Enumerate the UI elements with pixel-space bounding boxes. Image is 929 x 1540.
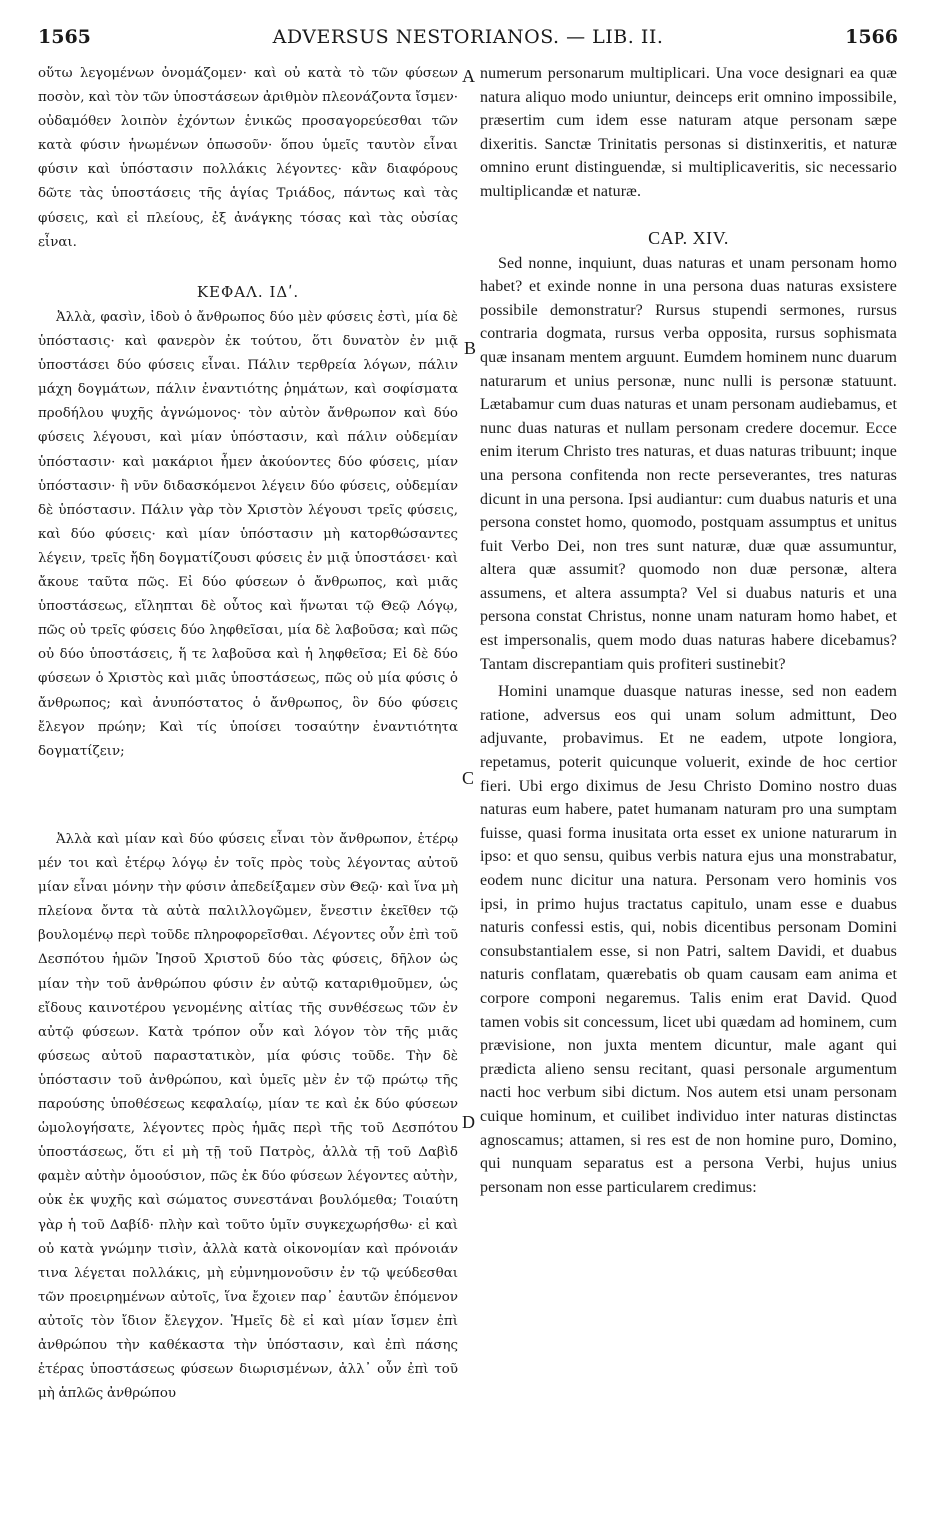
greek-paragraph-1: οὕτω λεγομένων ὀνομάζομεν· καὶ οὐ κατὰ τὸ τῶν φύσεων ποσὸν, καὶ τὸν τῶν ὑποστάσεων ἀριθμὸν πλεονάζοντα ἴσμεν· οὐδαμόθεν λοιπὸν ἐχόντων ἑνικῶς προσαγορεύεσθαι τῶν κατὰ φύσιν ἡνωμένων ὁπωσοῦν· ὅπου ὑμεῖς ταυτὸν εἶναι φύσιν καὶ ὑπόστασιν πολλάκις λέγοντες· κἂν διαφόρους δῶτε τὰς ὑποστάσεις τῆς ἁγίας Τριάδος, πάντως καὶ τὰς φύσεις, καὶ εἰ πλείους, ἐξ ἀνάγκης τόσας καὶ τὰς οὐσίας εἶναι. — [38, 66, 458, 250]
margin-marker-a: A — [462, 66, 475, 86]
margin-marker-b: B — [464, 338, 477, 358]
latin-column — [480, 62, 897, 1199]
latin-paragraph-1: numerum personarum multiplicari. Una voce designari ea quæ natura aliquo modo uniuntur, deinceps erit omnino impossibile, præsertim cum idem esse naturam atque personam sæpe dixeritis. Sanctæ Trinitatis personas si distinxeritis, et naturæ omnino erunt distinguendæ, si multiplicaveritis, sic necessario multiplicandæ et naturæ. — [480, 65, 897, 200]
page-header — [38, 26, 898, 56]
margin-marker-c: C — [462, 768, 475, 788]
greek-paragraph-3: Ἀλλὰ καὶ μίαν καὶ δύο φύσεις εἶναι τὸν ἄνθρωπον, ἑτέρῳ μέν τοι καὶ ἑτέρῳ λόγῳ ἐν τοῖς πρὸς τοὺς λέγοντας αὐτοῦ μίαν εἶναι μόνην τὴν φύσιν ἀπεδείξαμεν σὺν Θεῷ· καὶ ἵνα μὴ πλείονα ὄντα τὰ αὐτὰ παλιλλογῶμεν, ἔνεστιν ἐκεῖθεν τῷ βουλομένῳ περὶ τοῦδε πληροφορεῖσθαι. Λέγοντες οὖν ἐπὶ τοῦ Δεσπότου ἡμῶν Ἰησοῦ Χριστοῦ δύο τὰς φύσεις, δῆλον ὡς μίαν τὴν τοῦ ἀνθρώπου φύσιν ἐν αὐτῷ καταριθμοῦμεν, ὡς εἴδους καινοτέρου γενομένης αἰτίας τῆς συνθέσεως τῶν ἐν αὐτῷ φύσεων. Κατὰ τρόπον οὖν καὶ λόγον τὸν τῆς μιᾶς φύσεως αὐτοῦ παραστατικὸν, μία φύσις τοῦδε. Τὴν δὲ ὑπόστασιν τοῦ ἀνθρώπου, καὶ ὑμεῖς μὲν ἐν τῷ πρώτῳ τῆς παρούσης ὑποθέσεως κεφαλαίῳ, μίαν τε καὶ ἐκ δύο φύσεων ὡμολογήσατε, λέγοντες πρὸς ἡμᾶς περὶ τῆς τοῦ Δεσπότου ὑποστάσεως, ὅτι εἰ μὴ τῇ τοῦ Πατρὸς, ἀλλὰ τῇ τοῦ Δαβὶδ φαμὲν αὐτὴν ὁμοούσιον, πῶς ἐκ δύο φύσεων λέγοντες αὐτὴν, οὐκ ἐκ ψυχῆς καὶ σώματος συνεστάναι βουλόμεθα; Τοιαύτη γὰρ ἡ τοῦ Δαβίδ· πλὴν καὶ τοῦτο ὑμῖν συγκεχωρήσθω· εἰ καὶ οὐ κατὰ γνώμην τισὶν, ἀλλὰ κατὰ οἰκονομίαν καὶ πρόνοιάν τινα λέγεται πολλάκις, μὴ εὐμνημονοῦσιν ἐν τῷ ψεύδεσθαι τῶν προειρημένων αὐτοῖς, ἵνα ἔχοιεν παρ᾽ ἑαυτῶν ἑπόμενον αὐτοῖς τὸν ἴδιον ἔλεγχον. Ἡμεῖς δὲ εἰ καὶ μίαν ἴσμεν ἐπὶ ἀνθρώπου τὴν καθέκαστα τὴν ὑπόστασιν, καὶ ἐπὶ πάσης ἑτέρας ὑποστάσεως φύσεων διωρισμένων, ἀλλ᾽ οὖν ἐπὶ τοῦ μὴ ἁπλῶς ἀνθρώπου — [38, 832, 458, 1402]
greek-chapter-heading: ΚΕΦΑΛ. ΙΔʹ. — [196, 283, 300, 301]
latin-chapter-heading: CAP. XIV. — [648, 227, 729, 248]
running-title: ADVERSUS NESTORIANOS. — LIB. II. — [272, 26, 664, 48]
latin-paragraph-3: Homini unamque duasque naturas inesse, sed non eadem ratione, adversus eos qui unam solum admittunt, Deo adjuvante, probavimus. Et ne eadem, utpote longiora, repetamus, poterit quicunque voluerit, exinde de hoc certior fieri. Ubi ergo diximus de Jesu Christo Domino nostro duas naturas eum habere, patet humanam naturam pro una sumptam fuisse, quasi forma inusitata orta esset ex unione naturarum in ipso: et quo sensu, quibus verbis natura ejus una monstrabatur, eodem nunc dicitur una natura. Personam vero hominis vos ipsi, in primo hujus tractatus capitulo, unam esse e duabus naturis confessi estis, qui, nobis dicentibus personam Domini consubstantialem esse, si non Patri, saltem Davidi, et duabus naturis conflatam, quærebatis ob quam causam eam anima et corpore componi negaremus. Talis enim erat David. Quod tamen vobis sit concessum, licet ubi quædam ad hominem, cum prævisione, non juxta mentem dicuntur, male agant qui prædicta alieno sensu recitant, quasi personale argumentum nacti hoc verbum sibi dictum. Nos autem etsi unam personam cuique hominum, et cuilibet individuo inter naturas distinctas agnoscamus; attamen, si res est de non homine puro, Domino, qui nunquam separatus est a persona Verbi, hujus unius personam non esse particularem credimus: — [480, 683, 897, 1196]
page-number-right: 1566 — [845, 26, 898, 48]
page-number-left: 1565 — [38, 26, 91, 48]
greek-column — [38, 62, 458, 1402]
margin-marker-d: D — [462, 1112, 475, 1132]
greek-paragraph-2: Ἀλλὰ, φασὶν, ἰδοὺ ὁ ἄνθρωπος δύο μὲν φύσεις ἐστὶ, μία δὲ ὑπόστασις· καὶ φανερὸν ἐκ τούτου, ὅτι δυνατὸν ἐν μιᾷ ὑποστάσει δύο φύσεις εἶναι. Πάλιν τερθρεία λόγων, πάλιν μάχη δογμάτων, πάλιν ἐναντιότης ῥημάτων, καὶ σοφίσματα προδήλου ψυχῆς ἀγνώμονος· τὸν αὐτὸν ἄνθρωπον καὶ δύο φύσεις λέγουσι, καὶ μίαν ὑπόστασιν, καὶ πάλιν οὐδεμίαν ὑπόστασιν· καὶ μακάριοι ἦμεν ἀκούοντες δύο φύσεις, μίαν ὑπόστασιν· ἢ νῦν διδασκόμενοι λέγειν δύο φύσεις, οὐδεμίαν δὲ ὑπόστασιν. Πάλιν γὰρ τὸν Χριστὸν λέγουσι τρεῖς φύσεις, καὶ δύο φύσεις· καὶ μίαν ὑπόστασιν μὴ κατορθώσαντες λέγειν, τρεῖς ἤδη δογματίζουσι φύσεις ἐν μιᾷ ὑποστάσει· καὶ ἄκουε ταῦτα πῶς. Εἰ δύο φύσεων ὁ ἄνθρωπος, καὶ μιᾶς ὑποστάσεως, εἴληπται δὲ οὗτος καὶ ἥνωται τῷ Θεῷ Λόγῳ, πῶς οὐ τρεῖς φύσεις δύο ληφθεῖσαι, μία δὲ λαβοῦσα; καὶ πῶς οὐ δύο ὑποστάσεις, ἥ τε λαβοῦσα καὶ ἡ ληφθεῖσα; Εἰ δὲ δύο φύσεων ὁ Χριστὸς καὶ μιᾶς ὑποστάσεως, πῶς οὐ μία φύσις ὁ ἄνθρωπος; καὶ ἀνυπόστατος ὁ ἄνθρωπος, ὃν δύο φύσεις ἔλεγον πρώην; Καὶ τίς ὑποίσει τοσαύτην ἐναντιότητα δογματίζειν; — [38, 310, 458, 759]
latin-paragraph-2: Sed nonne, inquiunt, duas naturas et unam personam homo habet? et exinde nonne in una persona duas naturas exsistere possibile demonstratur? Rursus stupendi sermones, rursus contraria dogmata, rursus verba opposita, rursus sophismata quæ insanam mentem arguunt. Eumdem hominem nunc duarum naturarum et unius personæ, nunc nulli is personæ statuunt. Lætabamur cum duas naturas et unam personam audiebamus, et nunc duas naturas et nullam personam credere docemur. Ecce enim iterum Christo tres naturas, et duas naturas tribuunt; inque una persona confitenda non recte perseverantes, tres naturas dicunt in una persona. Ipsi audiantur: cum duabus naturis et una persona constet homo, quomodo, postquam assumptus et unitus fuit Verbo Dei, non tres sunt naturæ, duæ quæ assumuntur, altera quæ assumit? quomodo non duæ personæ, altera assumens, et altera assumpta? Vel si duabus naturis et una persona constat Christus, nonne unam naturam homo habet, et est impersonalis, quem modo duas naturas habere dicebamus? Tantam discrepantiam quis profiteri sustinebit? — [480, 254, 897, 673]
